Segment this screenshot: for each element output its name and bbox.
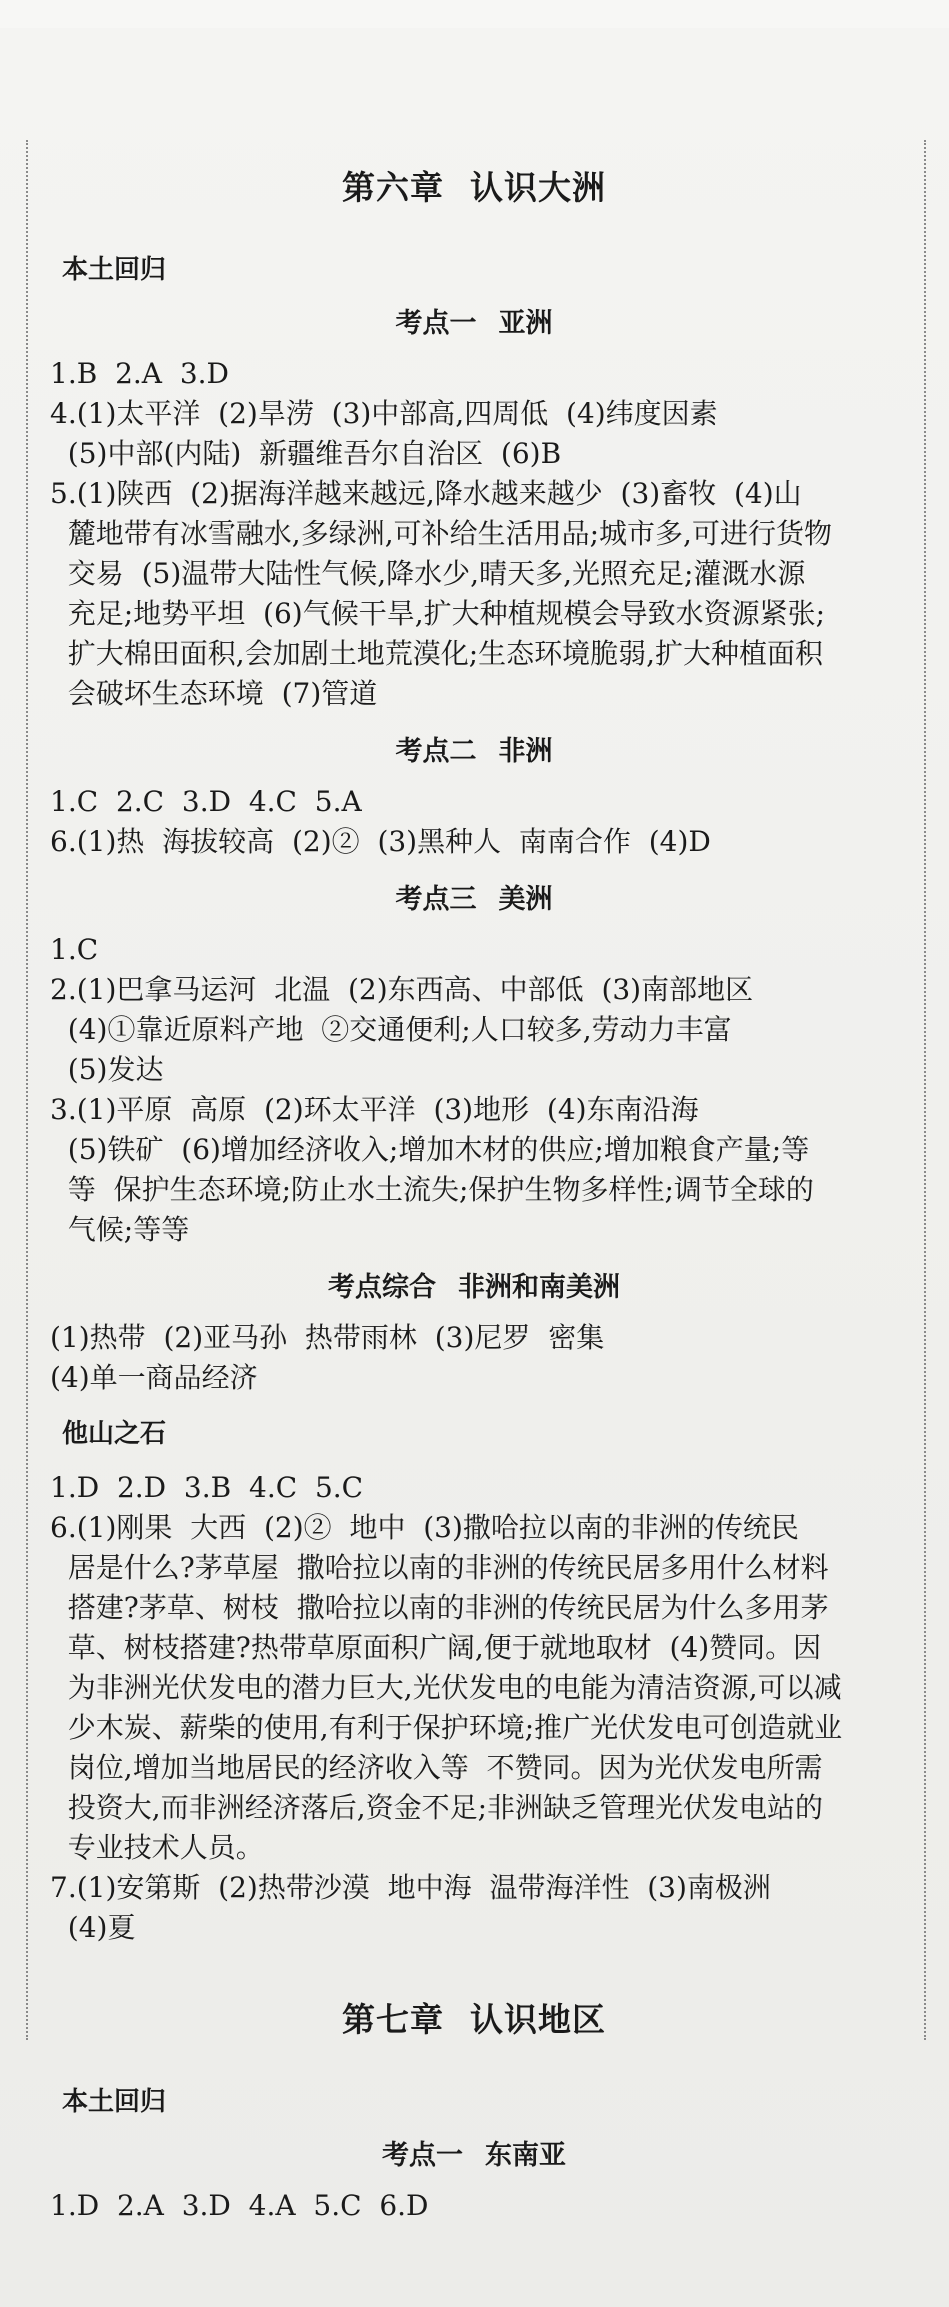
left-dotted-rule bbox=[26, 140, 28, 2040]
kaodian-asia-heading bbox=[50, 304, 898, 344]
kaodian-label: 考点三 bbox=[395, 884, 477, 915]
chapter-7-number: 第七章 bbox=[342, 2000, 444, 2039]
answer-line: 草、树枝搭建?热带草原面积广阔,便于就地取材 (4)赞同。因 bbox=[50, 1631, 822, 1664]
answer-content bbox=[50, 150, 898, 2226]
kaodian-southeast-asia-answers bbox=[50, 2186, 898, 2226]
top-margin bbox=[0, 0, 949, 28]
answer-line: 1.C 2.C 3.D 4.C 5.A bbox=[50, 785, 362, 818]
kaodian-comprehensive-answers bbox=[50, 1318, 898, 1398]
answer-line: 会破坏生态环境 (7)管道 bbox=[50, 677, 378, 710]
answer-line: (1)热带 (2)亚马孙 热带雨林 (3)尼罗 密集 bbox=[50, 1321, 605, 1354]
answer-line: 居是什么?茅草屋 撒哈拉以南的非洲的传统民居多用什么材料 bbox=[50, 1551, 829, 1584]
chapter-7-title bbox=[50, 2000, 898, 2040]
answer-line: 为非洲光伏发电的潜力巨大,光伏发电的电能为清洁资源,可以减 bbox=[50, 1671, 842, 1704]
other-stones-answers bbox=[50, 1468, 898, 1948]
answer-line: 交易 (5)温带大陆性气候,降水少,晴天多,光照充足;灌溉水源 bbox=[50, 557, 806, 590]
answer-line: (5)铁矿 (6)增加经济收入;增加木材的供应;增加粮食产量;等 bbox=[50, 1133, 810, 1166]
answer-line: (5)发达 bbox=[50, 1053, 164, 1086]
chapter-6-title bbox=[50, 168, 898, 208]
answer-line: 4.(1)太平洋 (2)旱涝 (3)中部高,四周低 (4)纬度因素 bbox=[50, 397, 718, 430]
right-dotted-rule bbox=[924, 140, 926, 2040]
answer-line: 等 保护生态环境;防止水土流失;保护生物多样性;调节全球的 bbox=[50, 1173, 814, 1206]
answer-line: 气候;等等 bbox=[50, 1213, 190, 1246]
kaodian-label: 考点二 bbox=[395, 736, 477, 767]
kaodian-label: 考点一 bbox=[395, 308, 477, 339]
answer-line: 搭建?茅草、树枝 撒哈拉以南的非洲的传统民居为什么多用茅 bbox=[50, 1591, 829, 1624]
kaodian-topic: 亚洲 bbox=[498, 308, 553, 339]
kaodian-asia-answers bbox=[50, 354, 898, 714]
answer-line: 1.C bbox=[50, 933, 99, 966]
kaodian-africa-answers bbox=[50, 782, 898, 862]
answer-line: (4)①靠近原料产地 ②交通便利;人口较多,劳动力丰富 bbox=[50, 1013, 732, 1046]
section-local-review: 本土回归 bbox=[62, 255, 167, 285]
kaodian-topic: 东南亚 bbox=[485, 2140, 566, 2171]
answer-line: 岗位,增加当地居民的经济收入等 不赞同。因为光伏发电所需 bbox=[50, 1751, 823, 1784]
answer-line: 6.(1)热 海拔较高 (2)② (3)黑种人 南南合作 (4)D bbox=[50, 825, 711, 858]
answer-line: 7.(1)安第斯 (2)热带沙漠 地中海 温带海洋性 (3)南极洲 bbox=[50, 1871, 771, 1904]
kaodian-africa-heading bbox=[50, 732, 898, 772]
answer-line: 5.(1)陕西 (2)据海洋越来越远,降水越来越少 (3)畜牧 (4)山 bbox=[50, 477, 802, 510]
answer-line: 1.B 2.A 3.D bbox=[50, 357, 229, 390]
section-local-review-7: 本土回归 bbox=[62, 2087, 167, 2117]
answer-line: 充足;地势平坦 (6)气候干旱,扩大种植规模会导致水资源紧张; bbox=[50, 597, 826, 630]
kaodian-comprehensive-heading bbox=[50, 1268, 898, 1308]
kaodian-topic: 美洲 bbox=[498, 884, 553, 915]
section-other-stones: 他山之石 bbox=[62, 1419, 167, 1449]
answer-line: 3.(1)平原 高原 (2)环太平洋 (3)地形 (4)东南沿海 bbox=[50, 1093, 699, 1126]
answer-line: 投资大,而非洲经济落后,资金不足;非洲缺乏管理光伏发电站的 bbox=[50, 1791, 824, 1824]
kaodian-america-heading bbox=[50, 880, 898, 920]
kaodian-southeast-asia-heading bbox=[50, 2136, 898, 2176]
answer-line: 专业技术人员。 bbox=[50, 1831, 264, 1864]
kaodian-america-answers bbox=[50, 930, 898, 1250]
kaodian-topic: 非洲和南美洲 bbox=[458, 1272, 620, 1303]
kaodian-topic: 非洲 bbox=[498, 736, 553, 767]
kaodian-label: 考点一 bbox=[382, 2140, 463, 2171]
answer-line: (4)夏 bbox=[50, 1911, 136, 1944]
answer-line: (5)中部(内陆) 新疆维吾尔自治区 (6)B bbox=[50, 437, 562, 470]
answer-line: 1.D 2.D 3.B 4.C 5.C bbox=[50, 1471, 364, 1504]
answer-line: 2.(1)巴拿马运河 北温 (2)东西高、中部低 (3)南部地区 bbox=[50, 973, 754, 1006]
answer-line: 少木炭、薪柴的使用,有利于保护环境;推广光伏发电可创造就业 bbox=[50, 1711, 843, 1744]
kaodian-label: 考点综合 bbox=[328, 1272, 436, 1303]
answer-line: 1.D 2.A 3.D 4.A 5.C 6.D bbox=[50, 2189, 429, 2222]
chapter-6-number: 第六章 bbox=[342, 168, 444, 207]
chapter-6-name: 认识大洲 bbox=[470, 168, 606, 207]
answer-line: (4)单一商品经济 bbox=[50, 1361, 258, 1394]
answer-line: 扩大棉田面积,会加剧土地荒漠化;生态环境脆弱,扩大种植面积 bbox=[50, 637, 824, 670]
chapter-7-name: 认识地区 bbox=[470, 2000, 606, 2039]
answer-line: 6.(1)刚果 大西 (2)② 地中 (3)撒哈拉以南的非洲的传统民 bbox=[50, 1511, 799, 1544]
answer-line: 麓地带有冰雪融水,多绿洲,可补给生活用品;城市多,可进行货物 bbox=[50, 517, 832, 550]
